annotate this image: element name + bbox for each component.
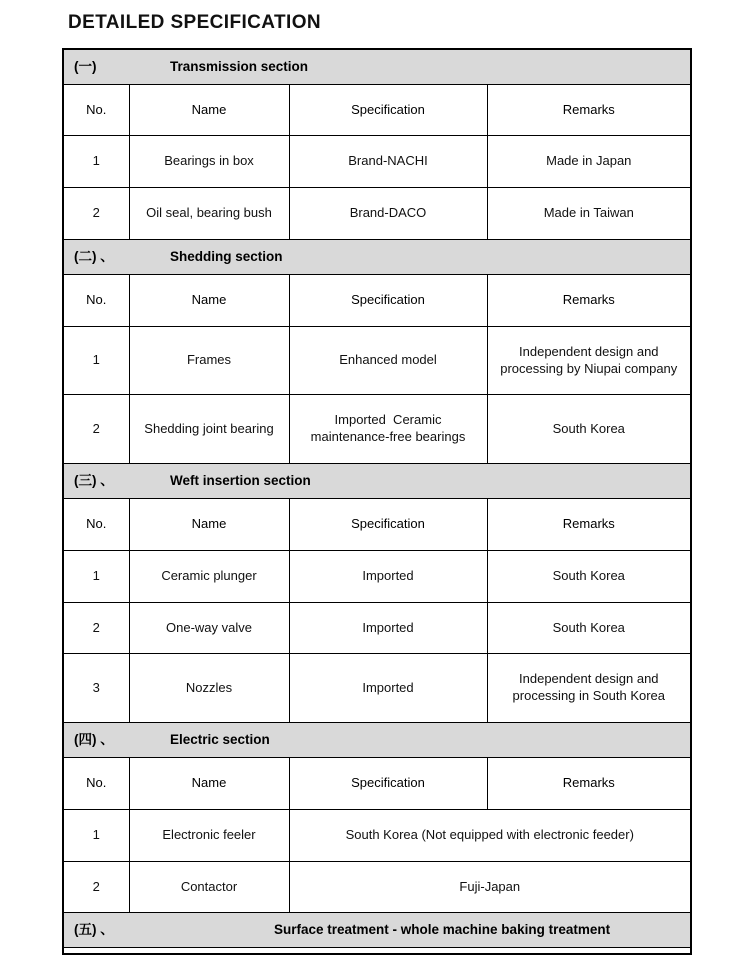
- cell-remarks: South Korea: [487, 395, 691, 464]
- cell-remarks: Independent design and processing in South Korea: [487, 654, 691, 723]
- cell-name: Oil seal, bearing bush: [129, 188, 289, 240]
- section-marker: (四) 、: [74, 732, 114, 748]
- cell-specification: Brand-DACO: [289, 188, 487, 240]
- bottom-strip-cell: [63, 947, 691, 954]
- column-header-spec: Specification: [289, 757, 487, 809]
- table-row: [63, 602, 691, 654]
- column-header-no: No.: [63, 84, 129, 136]
- column-header-remarks: Remarks: [487, 84, 691, 136]
- section-marker: (三) 、: [74, 473, 114, 489]
- section-marker: (二) 、: [74, 249, 114, 265]
- column-header-spec: Specification: [289, 274, 487, 326]
- table-row: [63, 395, 691, 464]
- section-row: [63, 240, 691, 275]
- cell-remarks: Made in Taiwan: [487, 188, 691, 240]
- column-header-name: Name: [129, 274, 289, 326]
- section-bar-2: [63, 240, 691, 275]
- cell-no: 1: [63, 326, 129, 395]
- section-bar-4: [63, 723, 691, 758]
- cell-specification: Fuji-Japan: [289, 861, 691, 913]
- cell-no: 2: [63, 861, 129, 913]
- column-header-row: [63, 84, 691, 136]
- section-title: Electric section: [170, 732, 270, 748]
- section-marker: (五) 、: [74, 922, 114, 938]
- column-header-no: No.: [63, 498, 129, 550]
- table-row: [63, 326, 691, 395]
- column-header-name: Name: [129, 498, 289, 550]
- column-header-row: [63, 757, 691, 809]
- cell-specification: Imported Ceramic maintenance-free bearings: [289, 395, 487, 464]
- cell-no: 2: [63, 188, 129, 240]
- column-header-spec: Specification: [289, 84, 487, 136]
- cell-name: Electronic feeler: [129, 809, 289, 861]
- section-title: Surface treatment - whole machine baking treatment: [274, 922, 611, 938]
- cell-name: Contactor: [129, 861, 289, 913]
- column-header-row: [63, 274, 691, 326]
- column-header-name: Name: [129, 84, 289, 136]
- cell-no: 3: [63, 654, 129, 723]
- cell-name: Bearings in box: [129, 136, 289, 188]
- table-row: [63, 136, 691, 188]
- table-row: [63, 654, 691, 723]
- table-row: [63, 188, 691, 240]
- cell-name: Shedding joint bearing: [129, 395, 289, 464]
- table-row: [63, 861, 691, 913]
- column-header-no: No.: [63, 757, 129, 809]
- cell-remarks: Made in Japan: [487, 136, 691, 188]
- cell-no: 2: [63, 395, 129, 464]
- section-title: Weft insertion section: [170, 473, 311, 489]
- column-header-row: [63, 498, 691, 550]
- column-header-name: Name: [129, 757, 289, 809]
- section-bar-1: [63, 49, 691, 84]
- section-row: [63, 49, 691, 84]
- cell-remarks: Independent design and processing by Niupai company: [487, 326, 691, 395]
- section-marker: (一): [74, 59, 97, 74]
- cell-remarks: South Korea: [487, 550, 691, 602]
- section-bar-5: [63, 913, 691, 948]
- cell-specification: Imported: [289, 550, 487, 602]
- section-bar-3: [63, 464, 691, 499]
- table-row: [63, 809, 691, 861]
- column-header-spec: Specification: [289, 498, 487, 550]
- column-header-remarks: Remarks: [487, 757, 691, 809]
- section-title: Shedding section: [170, 249, 283, 265]
- cell-remarks: South Korea: [487, 602, 691, 654]
- cell-name: One-way valve: [129, 602, 289, 654]
- cell-no: 2: [63, 602, 129, 654]
- section-row: [63, 913, 691, 948]
- cell-name: Ceramic plunger: [129, 550, 289, 602]
- cell-no: 1: [63, 550, 129, 602]
- page-title: DETAILED SPECIFICATION: [68, 12, 321, 33]
- cell-specification: South Korea (Not equipped with electronic feeder): [289, 809, 691, 861]
- specification-table: [62, 48, 692, 955]
- section-row: [63, 464, 691, 499]
- cell-specification: Imported: [289, 602, 487, 654]
- column-header-remarks: Remarks: [487, 498, 691, 550]
- cell-name: Frames: [129, 326, 289, 395]
- section-row: [63, 723, 691, 758]
- cell-specification: Brand-NACHI: [289, 136, 487, 188]
- cell-no: 1: [63, 809, 129, 861]
- cell-name: Nozzles: [129, 654, 289, 723]
- cell-specification: Enhanced model: [289, 326, 487, 395]
- bottom-strip-row: [63, 947, 691, 954]
- column-header-remarks: Remarks: [487, 274, 691, 326]
- column-header-no: No.: [63, 274, 129, 326]
- cell-specification: Imported: [289, 654, 487, 723]
- table-row: [63, 550, 691, 602]
- cell-no: 1: [63, 136, 129, 188]
- section-title: Transmission section: [170, 59, 309, 74]
